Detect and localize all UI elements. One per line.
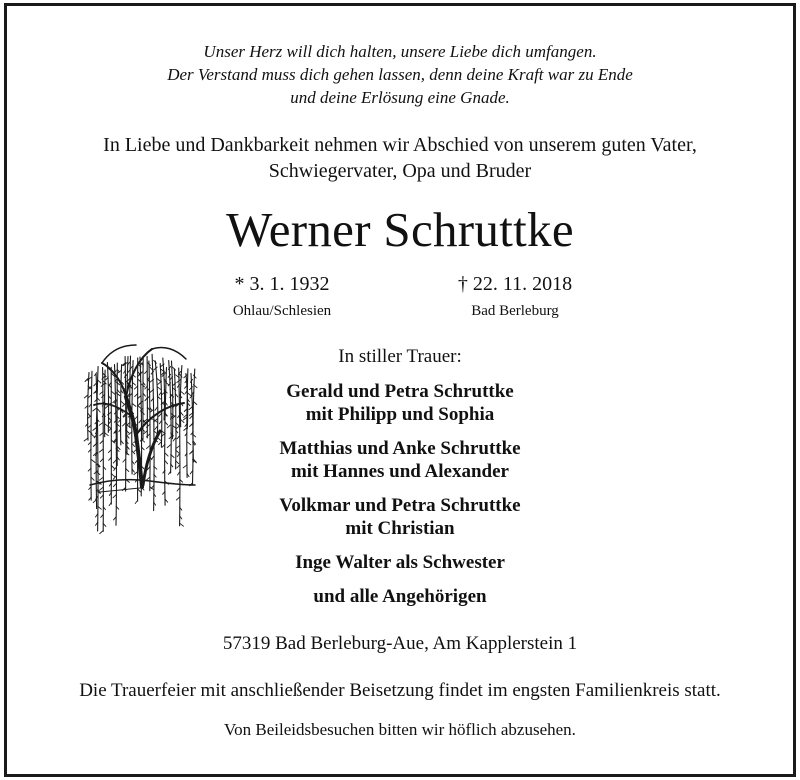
mourners-list (200, 380, 600, 619)
mourner-line: mit Christian (345, 518, 455, 539)
poem (0, 40, 800, 109)
intro-line: In Liebe und Dankbarkeit nehmen wir Abschied von unserem guten Vater, (103, 134, 697, 156)
condolence-note: Von Beileidsbesuchen bitten wir höflich abzusehen. (224, 720, 576, 739)
mourner-line: Matthias und Anke Schruttke (279, 438, 521, 459)
mourning-heading: In stiller Trauer: (338, 346, 462, 367)
death-place: Bad Berleburg (471, 303, 559, 319)
poem-line: Unser Herz will dich halten, unsere Liebe dich umfangen. (203, 42, 597, 61)
intro-line: Schwiegervater, Opa und Bruder (268, 160, 532, 182)
family-address: 57319 Bad Berleburg-Aue, Am Kapplerstein 1 (222, 633, 578, 654)
mourner-line: Gerald und Petra Schruttke (286, 381, 514, 402)
funeral-service-note: Die Trauerfeier mit anschließender Beisetzung findet im engsten Familienkreis statt. (79, 680, 721, 701)
mourner-line: mit Hannes und Alexander (290, 461, 509, 482)
death-date: † 22. 11. 2018 (457, 273, 573, 295)
poem-line: und deine Erlösung eine Gnade. (290, 88, 510, 107)
deceased-name: Werner Schruttke (226, 202, 574, 257)
intro-text (0, 132, 800, 184)
mourner-group (200, 585, 600, 608)
poem-line: Der Verstand muss dich gehen lassen, denn deine Kraft war zu Ende (167, 65, 633, 84)
death-info (385, 272, 645, 321)
mourner-group (200, 551, 600, 574)
mourner-group (200, 380, 600, 426)
mourner-line: Inge Walter als Schwester (295, 552, 505, 573)
mourner-line: Volkmar und Petra Schruttke (279, 495, 521, 516)
mourner-line: mit Philipp und Sophia (305, 404, 495, 425)
birth-place: Ohlau/Schlesien (232, 303, 332, 319)
mourner-group (200, 437, 600, 483)
birth-date: * 3. 1. 1932 (234, 273, 330, 295)
mourner-line: und alle Angehörigen (313, 586, 487, 607)
birth-info (152, 272, 412, 321)
mourner-group (200, 494, 600, 540)
